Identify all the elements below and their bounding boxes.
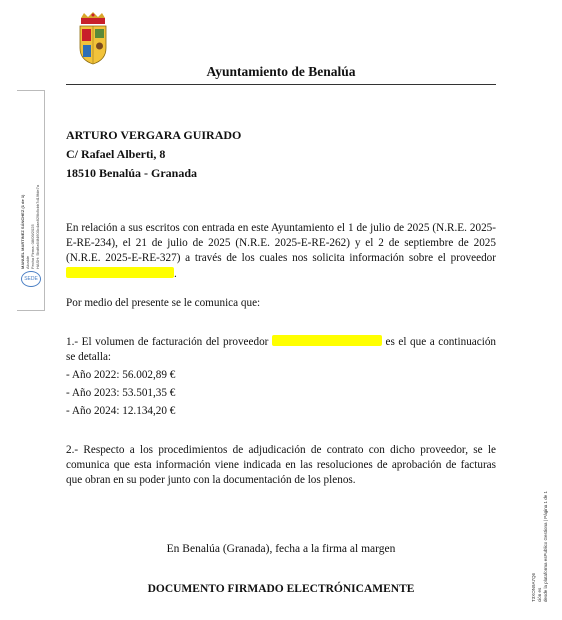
electronic-seal-icon: SEDE xyxy=(21,271,41,287)
intro-text: En relación a sus escritos con entrada en este Ayuntamiento el 1 de julio de 2025 (N.R.E. 2025-E-RE-234), el 21 de julio de 2025 (N.R.E. 2025-E-RE-262) y el 2 de septiembre de 2025 (N.R.E. 2025-E-RE-327) a través de los cuales nos solicita información sobre el proveedor xyxy=(66,222,496,265)
intro-paragraph xyxy=(66,221,496,282)
intro-end: . xyxy=(174,267,177,280)
place-and-date: En Benalúa (Granada), fecha a la firma al margen xyxy=(166,543,396,555)
year-2024-amount: - Año 2024: 12.134,20 € xyxy=(66,405,176,417)
electronic-signature-note: DOCUMENTO FIRMADO ELECTRÓNICAMENTE xyxy=(147,583,415,595)
page-title: Ayuntamiento de Benalúa xyxy=(206,64,356,79)
platform-note: desde la plataforma esPublico Gestiona | Página 1 de 1 xyxy=(543,491,548,602)
year-2023-amount: - Año 2023: 53.501,35 € xyxy=(66,387,176,399)
verification-note: ción es xyxy=(537,587,542,602)
redacted-provider-name xyxy=(272,335,382,346)
procurement-item: 2.- Respecto a los procedimientos de adjudicación de contrato con dicho proveedor, se le comunica que esta información viene indicada en las resoluciones de aprobación de facturas que obran en su poder junto con la documentación de los plenos. xyxy=(66,444,496,487)
signature-date: Fecha Firma: 08/09/2025 xyxy=(30,224,35,269)
billing-text-start: 1.- El volumen de facturación del proveedor xyxy=(66,336,269,348)
signature-hash: HASH: 5bd6a64f4600c4ae829b8cbb7d19fde7a xyxy=(35,184,40,269)
billing-text-end: es el que a continuación se detalla: xyxy=(66,336,497,364)
recipient-name: ARTURO VERGARA GUIRADO xyxy=(66,128,242,142)
year-2022-amount: - Año 2022: 56.002,89 € xyxy=(66,369,176,381)
notice-paragraph: Por medio del presente se le comunica que: xyxy=(66,297,261,309)
header-divider xyxy=(66,84,496,85)
coat-of-arms-logo xyxy=(76,12,110,66)
billing-item xyxy=(66,335,496,365)
recipient-street: C/ Rafael Alberti, 8 xyxy=(66,147,166,161)
verification-code: T3XON9A7Q6 xyxy=(531,572,536,602)
redacted-provider-name xyxy=(66,267,174,278)
signer-name: MANUEL MARTINEZ SÁNCHEZ (1 de 1) xyxy=(20,194,25,269)
signer-role: Alcalde xyxy=(25,255,30,269)
recipient-city: 18510 Benalúa - Granada xyxy=(66,166,198,180)
